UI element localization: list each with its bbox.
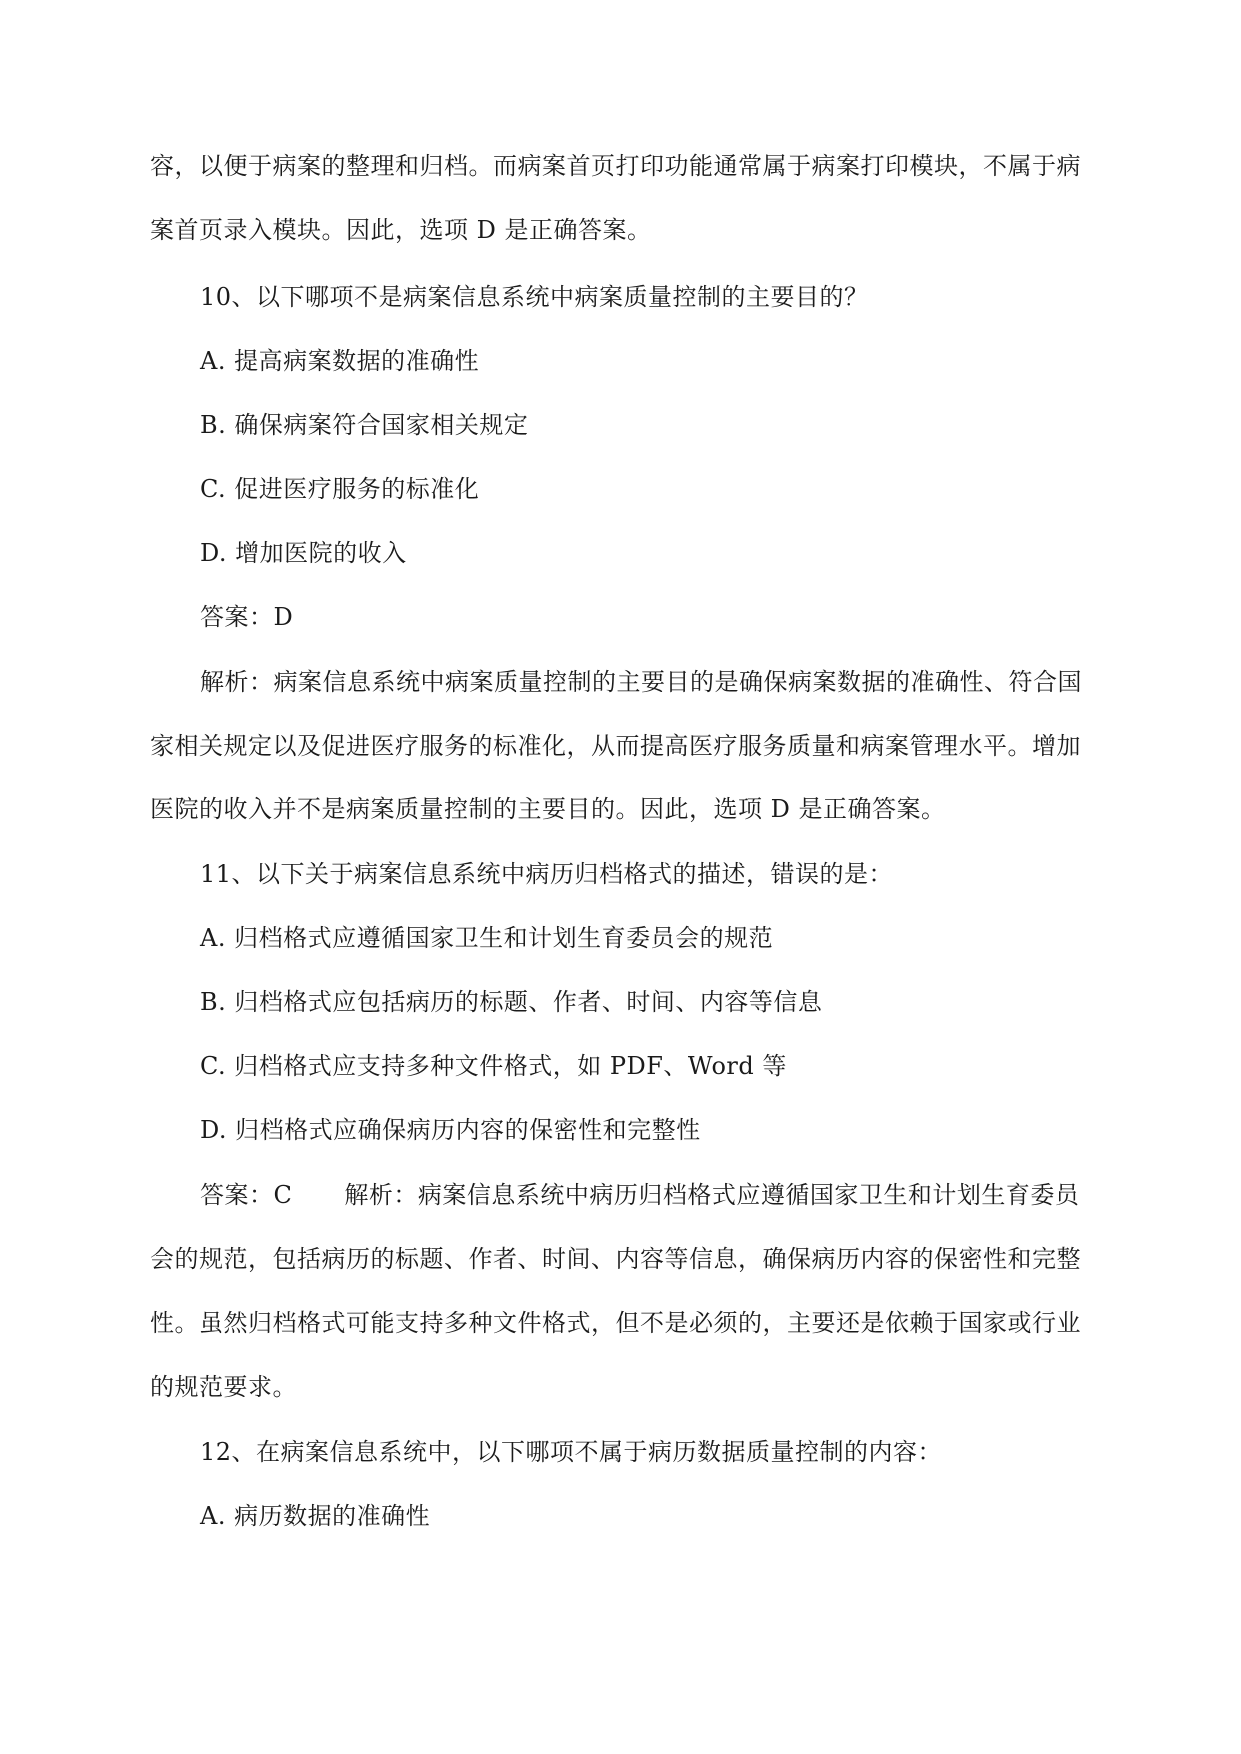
option-d: D. 增加医院的收入 <box>200 539 407 567</box>
explanation-line: 会的规范，包括病历的标题、作者、时间、内容等信息，确保病历内容的保密性和完整 <box>150 1245 1081 1273</box>
question-11: 11、以下关于病案信息系统中病历归档格式的描述，错误的是： <box>200 860 894 888</box>
option-b: B. 确保病案符合国家相关规定 <box>200 411 529 439</box>
answer: 答案：D <box>200 603 294 631</box>
answer: 答案：C <box>200 1181 293 1209</box>
answer-explanation-line <box>200 1179 1090 1211</box>
explanation-start: 解析：病案信息系统中病历归档格式应遵循国家卫生和计划生育委员 <box>344 1181 1080 1209</box>
question-12: 12、在病案信息系统中，以下哪项不属于病历数据质量控制的内容： <box>200 1438 943 1466</box>
option-c: C. 归档格式应支持多种文件格式，如 PDF、Word 等 <box>200 1052 787 1080</box>
option-b: B. 归档格式应包括病历的标题、作者、时间、内容等信息 <box>200 988 823 1016</box>
option-a: A. 病历数据的准确性 <box>200 1502 431 1530</box>
explanation-line: 医院的收入并不是病案质量控制的主要目的。因此，选项 D 是正确答案。 <box>150 795 946 823</box>
text-line: 容，以便于病案的整理和归档。而病案首页打印功能通常属于病案打印模块，不属于病 <box>150 152 1081 180</box>
option-d: D. 归档格式应确保病历内容的保密性和完整性 <box>200 1116 701 1144</box>
explanation-line: 解析：病案信息系统中病案质量控制的主要目的是确保病案数据的准确性、符合国 <box>200 668 1082 696</box>
option-a: A. 归档格式应遵循国家卫生和计划生育委员会的规范 <box>200 924 774 952</box>
explanation-line: 性。虽然归档格式可能支持多种文件格式，但不是必须的，主要还是依赖于国家或行业 <box>150 1309 1081 1337</box>
explanation-line: 家相关规定以及促进医疗服务的标准化，从而提高医疗服务质量和病案管理水平。增加 <box>150 732 1081 760</box>
text-line: 案首页录入模块。因此，选项 D 是正确答案。 <box>150 216 652 244</box>
explanation-line: 的规范要求。 <box>150 1373 297 1401</box>
question-10: 10、以下哪项不是病案信息系统中病案质量控制的主要目的？ <box>200 283 869 311</box>
option-c: C. 促进医疗服务的标准化 <box>200 475 480 503</box>
option-a: A. 提高病案数据的准确性 <box>200 347 480 375</box>
